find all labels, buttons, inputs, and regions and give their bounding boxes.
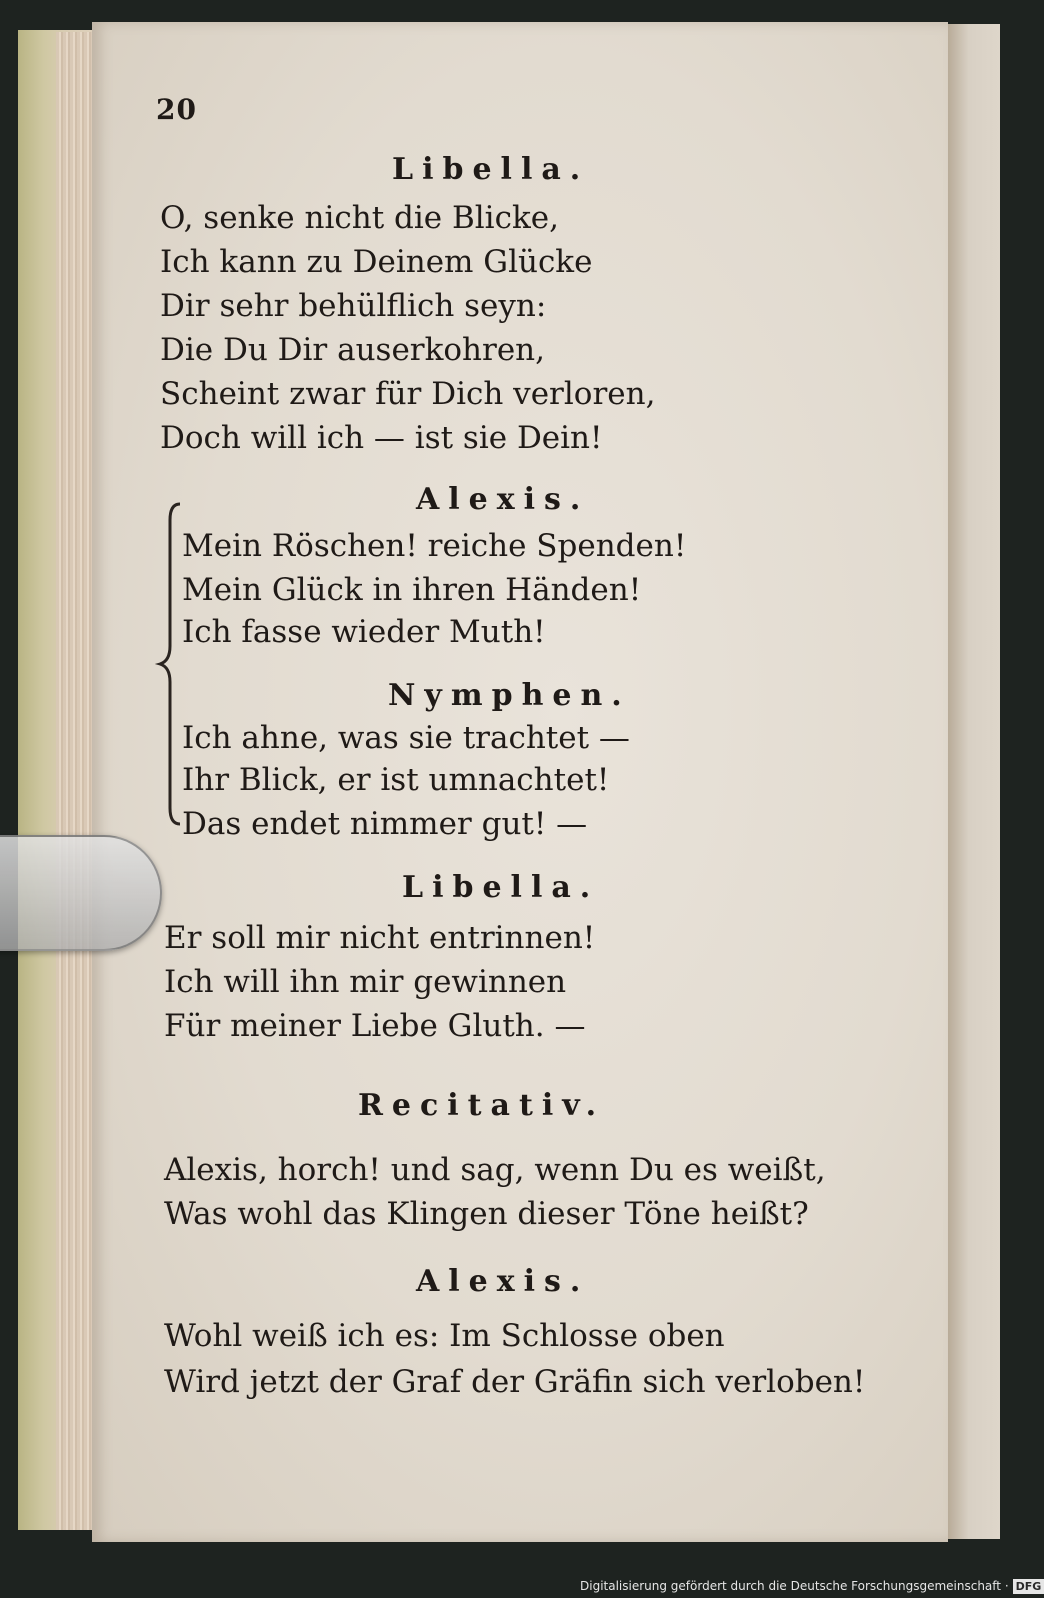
verse-line: Doch will ich — ist sie Dein! (160, 420, 603, 456)
verse-line: Was wohl das Klingen dieser Töne heißt? (164, 1196, 809, 1232)
speaker-heading: Libella. (402, 870, 600, 905)
verse-line: Ich kann zu Deinem Glücke (160, 244, 593, 280)
speaker-heading: Alexis. (416, 1264, 590, 1299)
verse-line: Alexis, horch! und sag, wenn Du es weißt, (164, 1152, 826, 1188)
verse-line: Wohl weiß ich es: Im Schlosse oben (164, 1318, 725, 1354)
verse-line: Dir sehr behülflich seyn: (160, 288, 547, 324)
verse-line: Wird jetzt der Graf der Gräfin sich verloben! (164, 1364, 866, 1400)
verse-line: O, senke nicht die Blicke, (160, 200, 559, 236)
verse-line: Mein Röschen! reiche Spenden! (182, 528, 687, 564)
verse-line: Für meiner Liebe Gluth. — (164, 1008, 586, 1044)
digitization-credit (580, 1574, 1042, 1598)
credit-text: Digitalisierung gefördert durch die Deutsche Forschungsgemeinschaft · (580, 1579, 1009, 1593)
verse-line: Mein Glück in ihren Händen! (182, 572, 642, 608)
verse-line: Ich will ihn mir gewinnen (164, 964, 567, 1000)
verse-line: Ich ahne, was sie trachtet — (182, 720, 630, 756)
verse-line: Die Du Dir auserkohren, (160, 332, 546, 368)
speaker-heading: Nymphen. (388, 678, 631, 713)
speaker-heading: Alexis. (416, 482, 590, 517)
speaker-heading: Libella. (392, 152, 590, 187)
verse-line: Ich fasse wieder Muth! (182, 614, 546, 650)
facing-page-edge (948, 24, 1000, 1539)
scanner-clip (0, 835, 162, 951)
verse-line: Ihr Blick, er ist umnachtet! (182, 762, 610, 798)
verse-line: Das endet nimmer gut! — (182, 806, 588, 842)
verse-line: Er soll mir nicht entrinnen! (164, 920, 596, 956)
page-number: 20 (156, 93, 197, 126)
curly-brace (150, 496, 186, 836)
dfg-logo: DFG (1013, 1579, 1044, 1594)
speaker-heading: Recitativ. (358, 1088, 606, 1123)
verse-line: Scheint zwar für Dich verloren, (160, 376, 656, 412)
